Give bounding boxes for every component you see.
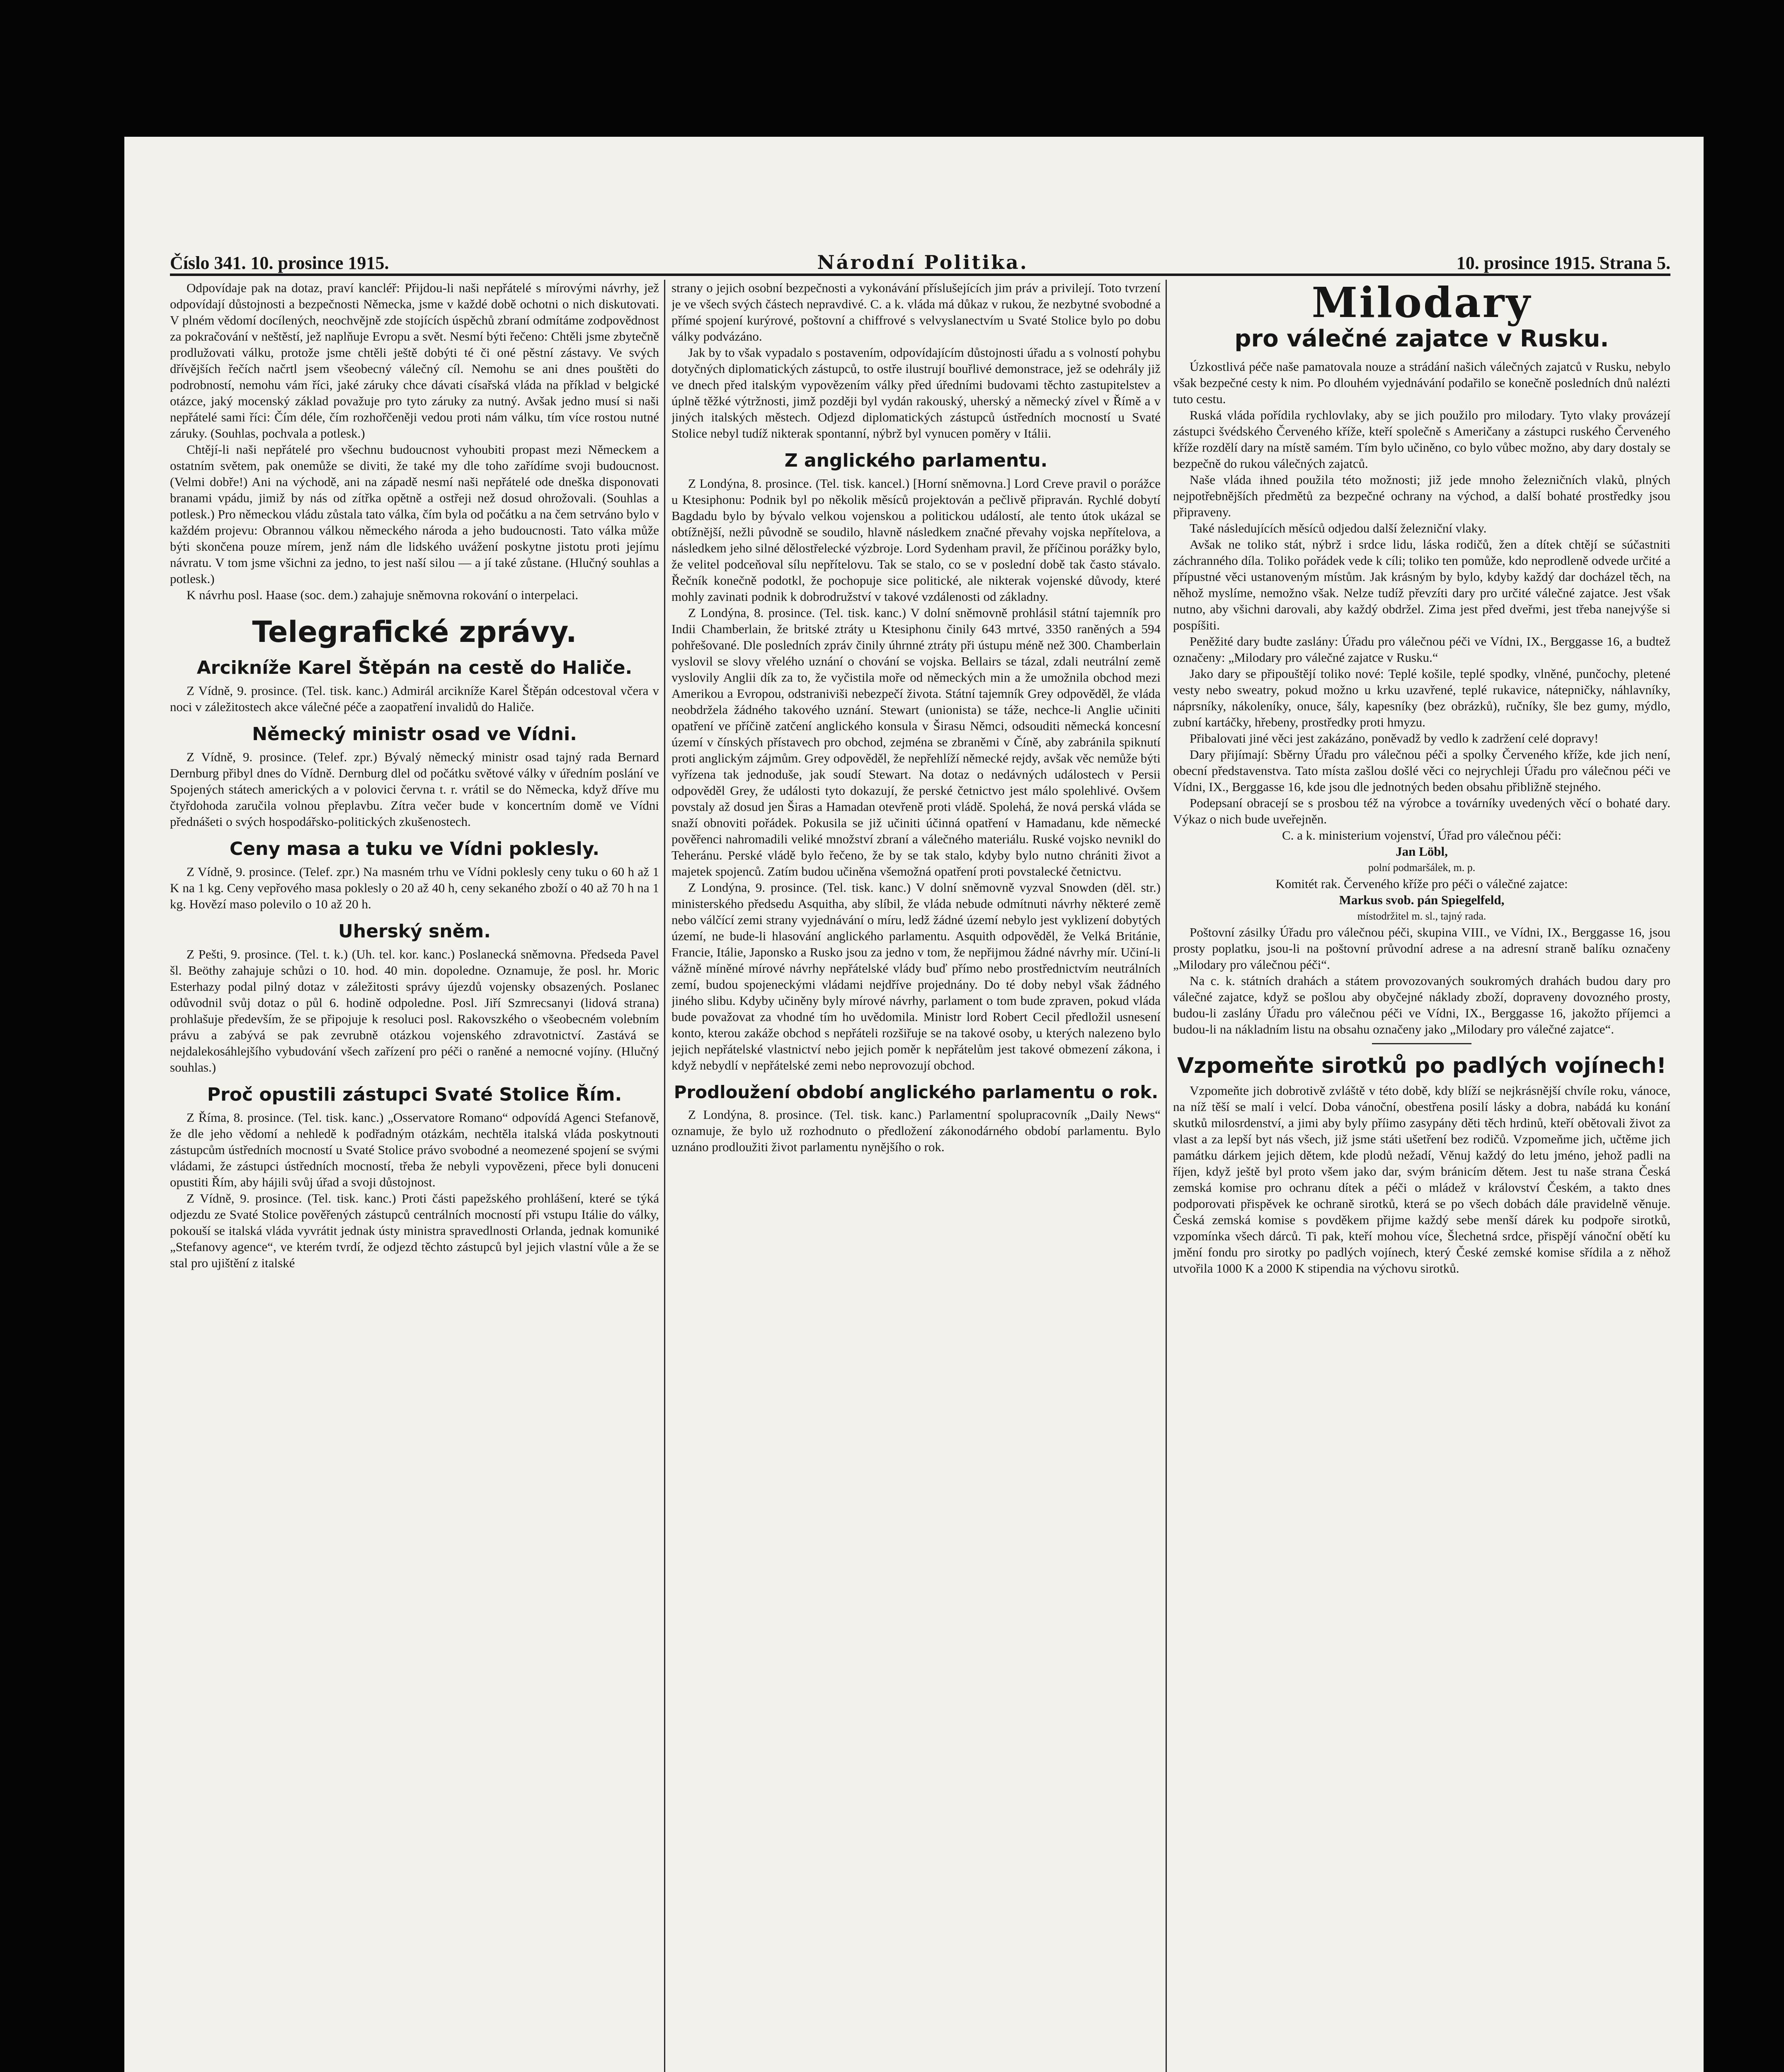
headline: Vzpomeňte sirotků po padlých vojínech!: [1177, 1053, 1667, 1078]
headline: Arcikníže Karel Štěpán na cestě do Haliče.: [196, 657, 633, 678]
article-paragraph: K návrhu posl. Haase (soc. dem.) zahajuje sněmovna rokování o interpelaci.: [187, 588, 579, 602]
article-paragraph: Z Pešti, 9. prosince. (Tel. t. k.) (Uh. tel. kor. kanc.) Poslanecká sněmovna. Předseda Pavel šl. Beöthy zahajuje schůzi o 10. hod. 40 min. dopoledne. Oznamuje, že posl. hr. Moric Esterhazy podal pilný dotaz v záležitosti správy újezdů vojensky obsazených. Poslanec odůvodnil svůj dotaz o půl 6. hodině odpoledne. Posl. Jiří Szmrecsanyi (lidová strana) prohlašuje především, že se připojuje k resoluci posl. Rakovszkého o všeobecném volebním právu a zabývá se pak zevrubně otázkou vojenského zdravotnictví. Zastává se nejdalekosáhlejšího vybudování všech zařízení pro péči o raněné a nemocné vojíny. (Hlučný souhlas.): [170, 947, 659, 1075]
article-paragraph: strany o jejich osobní bezpečnosti a vykonávání příslušejících jim práv a privilejí. Toto tvrzení je ve všech svých částech nepravdivé. C. a k. vláda má důkaz v rukou, že nezbytné svobodné a přímé spojení kurýrové, poštovní a chiffrové s velvyslanectvím u Svaté Stolice bylo po dobu války podvázáno.: [671, 281, 1161, 344]
issue-number: Číslo 341. 10. prosince 1915.: [170, 253, 389, 273]
milodary-title: Milodary: [1311, 280, 1532, 327]
column-right: [1173, 280, 1670, 2072]
article-paragraph: Avšak ne toliko stát, nýbrž i srdce lidu, láska rodičů, žen a dítek chtějí se súčastniti záchranného díla. Toliko pořádek vede k cíli; toliko ten pomůže, kdo neprodleně odvede určité a přípustné věci ustanoveným místům. Jak krásným by bylo, kdyby každý dar docházel těch, na něhož myslíme, nemožno však. Nelze tudíž převzíti dary pro určité válečné zajatce. Jest však nutno, aby všichni darovali, aby každý obdržel. Zima jest před dveřmi, jest třeba nanejvýše si pospíšiti.: [1173, 537, 1670, 632]
headline: Z anglického parlamentu.: [784, 450, 1048, 471]
article-paragraph: Z Vídně, 9. prosince. (Telef. zpr.) Bývalý německý ministr osad tajný rada Bernard Dernburg přibyl dnes do Vídně. Dernburg dlel od počátku světové války v úředním poslání ve Spojených státech amerických a v polovici června t. r. vrátil se do Německa, když dříve mu čtyřdohoda zaručila volnou přeplavbu. Zítra večer bude v koncertním domě ve Vídni přednášeti o svých hospodářsko-politických zkušenostech.: [170, 750, 659, 829]
article-paragraph: Z Londýna, 8. prosince. (Tel. tisk. kanc.) Parlamentní spolupracovník „Daily News“ oznamuje, že bylo už rozhodnuto o předložení zákonodárného období parlamentu. Bylo uznáno prodloužiti život parlamentu nynějšího o rok.: [671, 1107, 1161, 1154]
signature-rank: místodržitel m. sl., tajný rada.: [1357, 910, 1486, 922]
headline: Prodloužení období anglického parlamentu o rok.: [674, 1082, 1159, 1102]
article-paragraph: Z Vídně, 9. prosince. (Tel. tisk. kanc.) Proti části papežského prohlášení, které se týká odjezdu ze Svaté Stolice pověřených zástupců centrálních mocností při vstupu Itálie do války, pokouší se italská vláda vyvrátit jednak ústy ministra spravedlnosti Orlanda, jednak komuniké „Stefanovy agence“, ve kterém tvrdí, že odjezd těchto zástupců byl jejich vlastní vůle a že se stal pro ujištění z italské: [170, 1191, 659, 1270]
article-paragraph: Vzpomeňte jich dobrotivě zvláště v této době, kdy blíží se nejkrásnější chvíle roku, vánoce, na níž těší se malí i velcí. Doba vánoční, obestřena posilí lásky a dobra, nabádá ku konání skutků milosrdenství, a jimi aby byly příimo zasypány děti těch hrdinů, kteří obětovali život za vlast a za lepší byt nás všech, již jsme státi ušetření bez rodičů. Vzpomeňme jich, učtěme jich památku dárkem jejich dětem, kde plodů nežadí, Věnuj každý do letu jméno, jehož padli na říjen, když ještě byl proto všem jako dar, svým bránicím dětem. Jest tu naše strana Česká zemská komise pro ochranu dítek a péči o mládež v království Českém, a takto dnes podporovati přispěvek ke ochraně sirotků, která se po všech dobách dále pravidelně věnuje. Česká zemská komise s povděkem přijme každý sebe menší dárek ku podpoře sirotků, vzpomínka všech dárců. Ti pak, kteří mohou více, Šlechetná srdce, přispějí vánoční obětí ku jmění fondu pro sirotky po padlých vojínech, který České zemské komise sřídila a z něhož utvořila 1000 K a 2000 K stipendia na výchovu sirotků.: [1173, 1083, 1670, 1276]
article-paragraph: Z Vídně, 9. prosince. (Telef. zpr.) Na masném trhu ve Vídni poklesly ceny tuku o 60 h až 1 K na 1 kg. Ceny vepřového masa poklesly o 20 až 40 h, ceny sekaného zboží o 40 až 70 h na 1 kg. Hovězí maso polevilo o 10 až 20 h.: [170, 864, 659, 911]
headline: Německý ministr osad ve Vídni.: [252, 724, 577, 745]
section-title-telegraf: Telegrafické zprávy.: [252, 615, 577, 649]
article-paragraph: Také následujících měsíců odjedou další železniční vlaky.: [1190, 521, 1487, 535]
page-header: [170, 244, 1670, 276]
article-paragraph: Z Londýna, 8. prosince. (Tel. tisk. kanc.) V dolní sněmovně prohlásil státní tajemník pro Indii Chamberlain, že britské ztráty u Ktesiphonu činily 643 mrtvé, 3350 raněných a 594 pohřešované. Dle posledních zpráv činily úhrnné ztráty při ústupu méně než 300. Chamberlain vyslovil se slovy vřelého uznání o chování se vojska. Bellairs se tázal, zdali neutrální země vyslovily Anglii dík za to, že vyčistila moře od německých min a že umožnila obchod mezi Amerikou a Evropou, odstraniviši nebezpečí života. Státní tajemník Grey odpověděl, že vláda neobdržela žádného takového uznání. Stewart (unionista) se táže, nechce-li Anglie učiniti opatření ve příčině zatčení anglického konsula v Širasu Němci, odsouditi německá koncesní území v čínských přístavech pro obchod, zejména se zbraněmi v Číně, aby zabránila spiknutí proti anglickým zájmům. Grey odpověděl, že nepřehlíží německé rejdy, avšak věc nemůže býti vyřízena tak jednoduše, jak soudí Stewart. Na dotaz o nedávných událostech v Persii odpověděl Grey, že události tyto dokazují, že perské četnictvo jest málo spolehlivé. Ovšem povstaly až dosud jen Širas a Hamadan otevřeně proti vládě. Spolehá, že nová perská vláda se snaží obnoviti pořádek. Pokusila se již učiniti účinná opatření v Hamadanu, kde německé pověřenci nahromadili veliké množství zbraní a válečného materiálu. Ruské vojsko nevnikl do Teheránu. Perské vládě bylo řečeno, že by se tak stalo, kdyby bylo nutno chrániti život a majetek spojenců. Zatím budou učiněna všemožná opatření proti povstalecké četnictvu.: [671, 605, 1161, 879]
divider: [1372, 1043, 1471, 1044]
signature-name: Markus svob. pán Spiegelfeld,: [1339, 893, 1505, 907]
article-paragraph: Peněžité dary budte zaslány: Úřadu pro válečnou péči ve Vídni, IX., Berggasse 16, a budtež označeny: „Milodary pro válečné zajatce v Rusku.“: [1173, 634, 1670, 665]
article-paragraph: Přibalovati jiné věci jest zakázáno, poněvadž by vedlo k zadržení celé dopravy!: [1190, 731, 1599, 746]
headline: Proč opustili zástupci Svaté Stolice Řím.: [207, 1084, 622, 1105]
article-paragraph: Z Říma, 8. prosince. (Tel. tisk. kanc.) „Osservatore Romano“ odpovídá Agenci Stefanově, že dle jeho vědomí a nehledě k podřadným otázkám, nechtěla italská vláda poskytnouti zástupcům ústředních mocností u Svaté Stolice právo svobodné a neomezené spojení se svými vládami, že zástupci ústředních mocností, třeba že nebyli vypovězeni, přece byli donuceni opustiti Řím, aby hájili svůj úřad a svoji důstojnost.: [170, 1110, 659, 1189]
article-paragraph: Chtějí-li naši nepřátelé pro všechnu budoucnost vyhoubiti propast mezi Německem a ostatním světem, pak onemůže se diviti, že také my dle toho zařídíme svoji budoucnost. (Velmi dobře!) Ani na východě, ani na západě nesmí naši nepřátelé ode dneška disponovati branami vpádu, jimiž by nás od zítřka opětně a ostřeji než dosud ohrožovali. (Souhlas a potlesk.) Pro německou vládu zůstala tato válka, čím byla od počátku a na čem setrváno bylo v každém projevu: Obrannou válkou německého národa a jeho budoucnosti. Tato válka může býti skončena pouze mírem, jenž nám dle lidského uvážení poskytne jistotu proti jejímu návratu. V tom jsme všichni za jedno, to jest naší silou — a jí také zůstane. (Hlučný souhlas a potlesk.): [170, 442, 659, 586]
column-left: [170, 280, 659, 2072]
article-paragraph: Z Vídně, 9. prosince. (Tel. tisk. kanc.) Admirál arcikníže Karel Štěpán odcestoval včera v noci v záležitostech akce válečné péče a zaopatření invalidů do Haliče.: [170, 683, 659, 714]
article-paragraph: Úzkostlivá péče naše pamatovala nouze a strádání našich válečných zajatců v Rusku, nebylo však bezpečné cesty k nim. Po dlouhém vyjednávání podařilo se konečně posledních dnů nalézti tuto cestu.: [1173, 359, 1670, 406]
headline: Uherský sněm.: [338, 921, 491, 942]
masthead: Národní Politika.: [817, 251, 1028, 274]
signature-office: Komitét rak. Červeného kříže pro péči o válečné zajatce:: [1275, 876, 1568, 891]
signature-office: C. a k. ministerium vojenství, Úřad pro válečnou péči:: [1282, 828, 1562, 842]
column-rule: [1166, 280, 1167, 2072]
article-paragraph: Z Londýna, 8. prosince. (Tel. tisk. kancel.) [Horní sněmovna.] Lord Creve pravil o porážce u Ktesiphonu: Podnik byl po několik měsíců projektován a pečlivě připraván. Rychlé dobytí Bagdadu bylo by bývalo velkou vojenskou a politickou událostí, ale tento útok ukázal se obtížnější, nežli původně se soudilo, hlavně následkem značné převahy vojska nepřítelova, a následkem jeho silné dělostřelecké výzbroje. Lord Sydenham pravil, že příčinou porážky bylo, že velitel podceňoval sílu nepřítelovu. Tak se stalo, co se v poslední době tak často stávalo. Řečník konečně podotkl, že pochopuje sice politické, ale nikterak vojenské důvody, které mohly zavinati podnik k dobrodružství v takové vzdálenosti od základny.: [671, 476, 1161, 604]
article-paragraph: Dary přijímají: Sběrny Úřadu pro válečnou péči a spolky Červeného kříže, kde jich není, obecní představenstva. Tato místa zašlou došlé věci co nejrychleji Úřadu pro válečnou péči ve Vídni, IX., Berggasse 16, kde jsou dle jednotných beden obsahu přibližně stejného.: [1173, 747, 1670, 794]
newspaper-page: [124, 137, 1704, 2072]
signature-name: Jan Löbl,: [1396, 844, 1448, 859]
article-paragraph: Odpovídaje pak na dotaz, praví kancléř: Přijdou-li naši nepřátelé s mírovými návrhy, jež odpovídají důstojnosti a bezpečnosti Německa, jsme v každé době ochotni o nich diskutovati. V plném vědomí docílených, neochvějně zde stojících úspěchů zbraní odmítáme zodpovědnost za pokračování v neštěstí, jež naplňuje Evropu a svět. Nesmí býti řečeno: Chtěli jsme zbytečně prodlužovati válku, protože jsme chtěli ještě dobýti té či oné pěstní zástavy. Ve svých dřívějších řečích načrtl jsem všeobecný válečný cíl. Nemohu se ani dnes pouštěti do podrobností, nemohu vám říci, jaké záruky chce dávati císařská vláda na příklad v belgické otázce, jaký mocenský základ považuje pro tyto záruky za nutný. Avšak jedno musí si naši nepřátelé sami říci: Čím déle, čím rozhořčeněji vedou proti nám válku, tím více rostou nutné záruky. (Souhlas, pochvala a potlesk.): [170, 281, 659, 441]
milodary-subtitle: pro válečné zajatce v Rusku.: [1234, 325, 1609, 352]
column-rule: [664, 280, 665, 2072]
signature-rank: polní podmaršálek, m. p.: [1368, 862, 1476, 874]
article-paragraph: Ruská vláda pořídila rychlovlaky, aby se jich použilo pro milodary. Tyto vlaky provázejí zástupci švédského Červeného kříže, kteří společně s Američany a zástupci ruského Červeného kříže rozdělí dary na místě samém. Tím bylo učiněno, co bylo vůbec možno, aby dary dostaly se bezpečně do rukou válečných zajatců.: [1173, 408, 1670, 471]
column-middle: [671, 280, 1161, 2072]
article-paragraph: Jako dary se připouštějí toliko nové: Teplé košile, teplé spodky, vlněné, punčochy, pletené vesty nebo sweatry, pokud možno u krku uzavřené, teplé rukavice, nátepničky, náhlavníky, náprsníky, nákoleníky, onuce, šály, kapesníky (bez obrázků), ručníky, šle bez gumy, mýdlo, zubní kartáčky, hřebeny, prostředky proti hmyzu.: [1173, 666, 1670, 729]
article-paragraph: Z Londýna, 9. prosince. (Tel. tisk. kanc.) V dolní sněmovně vyzval Snowden (děl. str.) ministerského předsedu Asquitha, aby slíbil, že vláda nebude odmítnuti návrhy některé země nebo válčící zemi strany vyjednávání o míru, ledž žádné území nebylo jest vyklizení dobytých území, ne bude-li hlasování anglického parlamentu. Asquith odpověděl, že Velká Británie, Francie, Itálie, Japonsko a Rusko jsou za jedno v tom, že nepřijmou žádné návrhy mír. Učiní-li vážně míněné mírové návrhy nepřátelské vlády buď přímo nebo prostřednictvím neutrálních zemí, budou spojeneckými vládami nejdříve projednány. Do té doby nebyl však žádného jiného slibu. Kdyby učiněny byly mírové návrhy, parlament o tom bude zpraven, pokud vláda bude považovat za vhodné tím ho uvědomila. Ministr lord Robert Cecil předložil usnesení konto, kterou zakáže obchod s nepřáteli rozšiřuje se na takové osoby, u kterých nalezeno bylo jejich nepřátelské vlastnictví nebo jejich poměr k nepřátelům jest takové obmezení zákona, i když nebydlí v nepřátelské zemi nebo neprovozují obchod.: [671, 880, 1161, 1072]
page-date: 10. prosince 1915. Strana 5.: [1456, 253, 1670, 273]
headline: Ceny masa a tuku ve Vídni poklesly.: [229, 838, 600, 859]
article-paragraph: Na c. k. státních drahách a státem provozovaných soukromých drahách budou dary pro válečné zajatce, když se pošlou aby obyčejné náklady zboží, dopraveny dovozného prosty, budou-li zaslány Úřadu pro válečnou péči ve Vídni, IX., Berggasse 16, jakožto příjemci a budou-li na nákladním listu na obsahu označeny jako „Milodary pro válečné zajatce“.: [1173, 973, 1670, 1036]
article-paragraph: Naše vláda ihned použila této možnosti; již jede mnoho železničních vlaků, plných nejpotřebnějších předmětů za bezpečné ochrany na východ, a další bohaté prostředky jsou připraveny.: [1173, 472, 1670, 519]
article-paragraph: Podepsaní obracejí se s prosbou též na výrobce a továrníky uvedených věcí o bohaté dary. Výkaz o nich bude uveřejněn.: [1173, 796, 1670, 826]
article-paragraph: Poštovní zásilky Úřadu pro válečnou péči, skupina VIII., ve Vídni, IX., Berggasse 16, jsou prosty poplatku, jsou-li na poštovní průvodní adrese a na adresní straně balíku označeny „Milodary pro válečnou péči“.: [1173, 925, 1670, 972]
article-paragraph: Jak by to však vypadalo s postavením, odpovídajícím důstojnosti úřadu a s volností pohybu dotyčných diplomatických zástupců, to ostře ilustrují bouřlivé demonstrace, jež se odehrály již ve dnech před italským vypovězením války před úředními budovami těchto zastupitelstev a úplně těžké výtržnosti, jimž později byl vydán rakouský, uherský a německý zível v Římě a v jiných italských městech. Odjezd diplomatických zástupců ústředních mocností u Svaté Stolice nebyl tudíž nikterak spontanní, nýbrž byl vynucen poměry v Itálii.: [671, 345, 1161, 441]
